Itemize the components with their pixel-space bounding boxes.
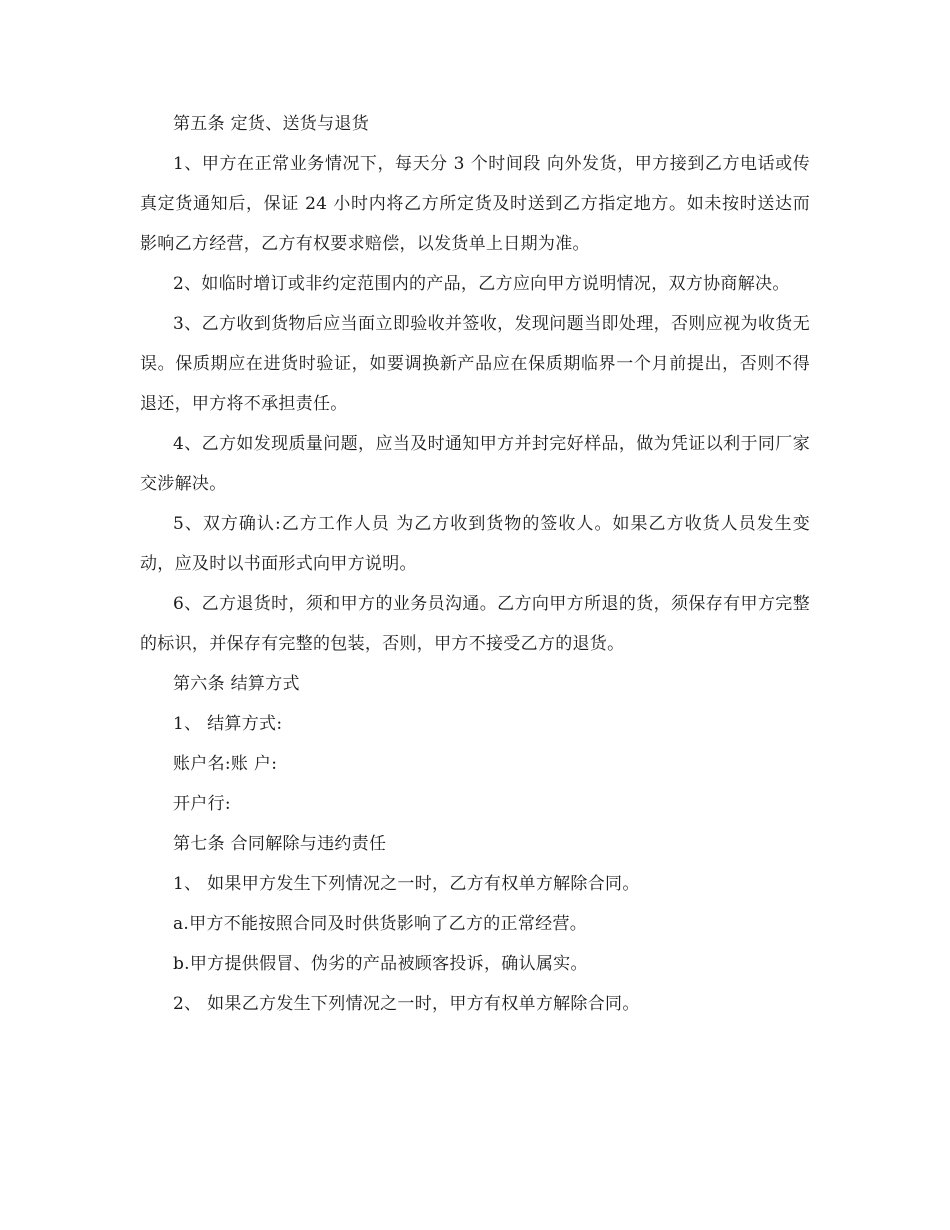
bank-line: 开户行: [173, 794, 231, 814]
article-5-clause-5: 5、双方确认:乙方工作人员 为乙方收到货物的签收人。如果乙方收货人员发生变动，应及时以书面形式向甲方说明。 [140, 514, 810, 574]
article-5-heading: 第五条 定货、送货与退货 [173, 114, 370, 134]
article-5-clause-3: 3、乙方收到货物后应当面立即验收并签收，发现问题当即处理，否则应视为收货无误。保质期应在进货时验证，如要调换新产品应在保质期临界一个月前提出，否则不得退还，甲方将不承担责任。 [140, 314, 810, 414]
article-6-heading: 第六条 结算方式 [173, 674, 300, 694]
article-5-clause-1: 1、甲方在正常业务情况下，每天分 3 个时间段 向外发货，甲方接到乙方电话或传真定货通知后，保证 24 小时内将乙方所定货及时送到乙方指定地方。如未按时送达而影响乙方经营，乙方有权要求赔偿，以发货单上日期为准。 [140, 154, 810, 254]
article-7-clause-2: 2、 如果乙方发生下列情况之一时，甲方有权单方解除合同。 [173, 994, 640, 1014]
article-7-heading: 第七条 合同解除与违约责任 [173, 834, 387, 854]
article-7-clause-1a: a.甲方不能按照合同及时供货影响了乙方的正常经营。 [173, 914, 588, 934]
article-7-clause-1: 1、 如果甲方发生下列情况之一时，乙方有权单方解除合同。 [173, 874, 640, 894]
article-5-clause-4: 4、乙方如发现质量问题，应当及时通知甲方并封完好样品，做为凭证以利于同厂家交涉解决。 [140, 434, 810, 494]
article-5-clause-6: 6、乙方退货时，须和甲方的业务员沟通。乙方向甲方所退的货，须保存有甲方完整的标识，并保存有完整的包装，否则，甲方不接受乙方的退货。 [140, 594, 810, 654]
article-6-clause-1: 1、 结算方式: [173, 714, 283, 734]
document-body [140, 104, 810, 1024]
account-name-line: 账户名:账 户: [173, 754, 278, 774]
article-5-clause-2: 2、如临时增订或非约定范围内的产品，乙方应向甲方说明情况，双方协商解决。 [173, 274, 790, 294]
article-7-clause-1b: b.甲方提供假冒、伪劣的产品被顾客投诉，确认属实。 [173, 954, 588, 974]
